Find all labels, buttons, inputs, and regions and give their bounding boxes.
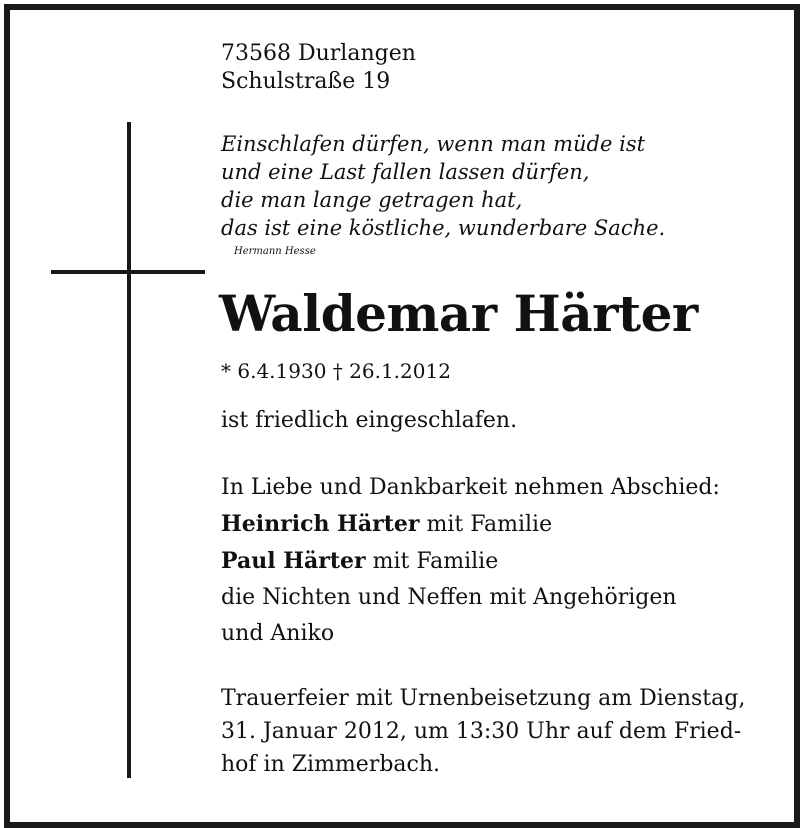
deceased-name: Waldemar Härter	[219, 284, 698, 343]
poem-line: das ist eine köstliche, wunderbare Sache.	[221, 216, 666, 240]
mourners-block	[221, 470, 720, 652]
funeral-line: Trauerfeier mit Urnenbeisetzung am Dienstag,	[221, 686, 746, 711]
poem-author: Hermann Hesse	[234, 246, 316, 257]
funeral-details	[221, 682, 745, 781]
mourner-relatives: die Nichten und Neffen mit Angehörigen	[221, 585, 677, 610]
address-street: Schulstraße 19	[221, 69, 391, 94]
funeral-line: hof in Zimmerbach.	[221, 752, 441, 777]
address-block	[221, 40, 416, 96]
funeral-line: 31. Januar 2012, um 13:30 Uhr auf dem Fried-	[221, 719, 742, 744]
cross-horizontal-bar	[51, 270, 205, 274]
poem-block	[221, 130, 665, 242]
cross-vertical-bar	[127, 122, 131, 778]
passing-statement: ist friedlich eingeschlafen.	[221, 408, 518, 433]
mourner-line	[221, 543, 720, 580]
address-city: 73568 Durlangen	[221, 41, 416, 66]
poem-line: die man lange getragen hat,	[221, 188, 523, 212]
life-dates: * 6.4.1930 † 26.1.2012	[221, 359, 451, 383]
mourner-last: und Aniko	[221, 621, 335, 646]
mourner-suffix: mit Familie	[419, 512, 553, 537]
mourner-line	[221, 506, 720, 543]
mourner-name: Heinrich Härter	[221, 511, 420, 537]
mourner-suffix: mit Familie	[365, 549, 499, 574]
mourners-intro: In Liebe und Dankbarkeit nehmen Abschied:	[221, 475, 720, 500]
poem-line: Einschlafen dürfen, wenn man müde ist	[221, 132, 646, 156]
mourner-name: Paul Härter	[221, 548, 366, 574]
poem-line: und eine Last fallen lassen dürfen,	[221, 160, 590, 184]
